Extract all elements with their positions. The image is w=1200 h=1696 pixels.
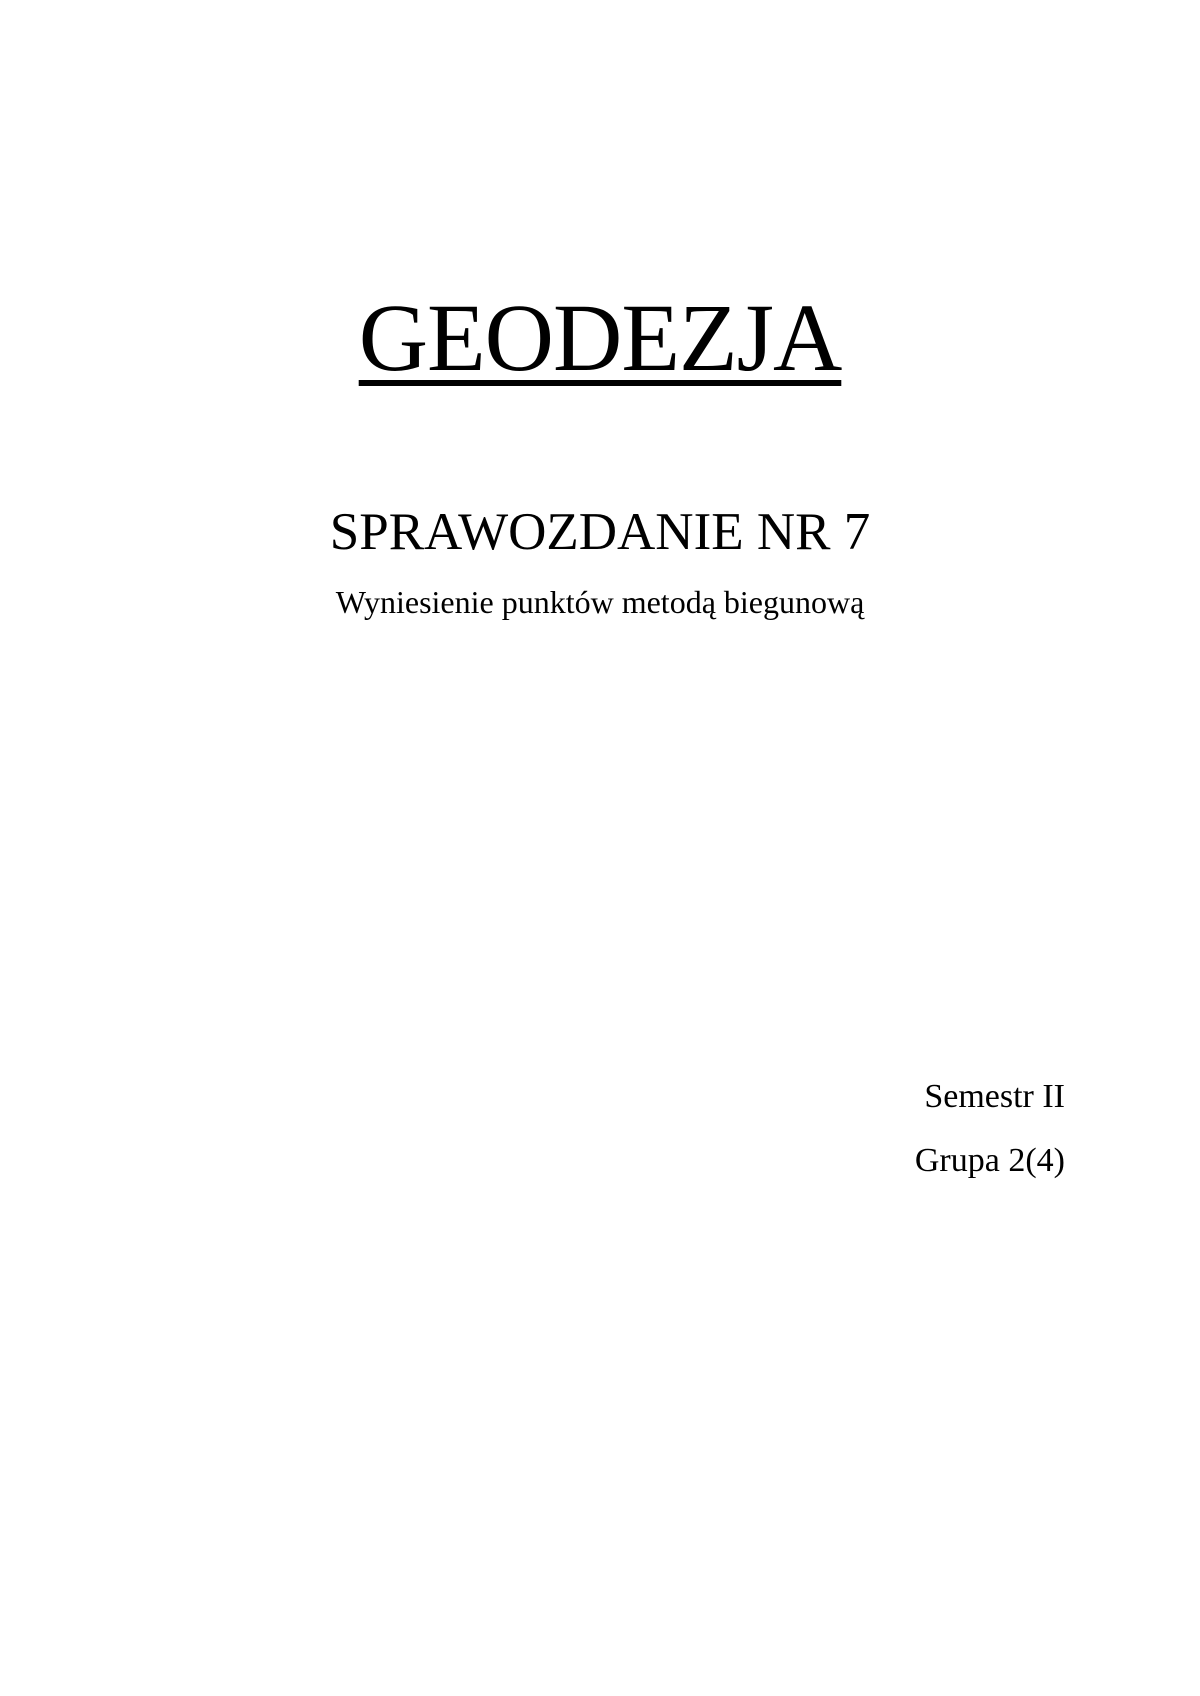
- report-meta: [915, 1065, 1065, 1193]
- document-title: GEODEZJA: [358, 284, 842, 391]
- semester-label: Semestr II: [924, 1078, 1065, 1115]
- group-label: Grupa 2(4): [914, 1142, 1065, 1179]
- report-number: SPRAWOZDANIE NR 7: [329, 503, 871, 561]
- report-topic: Wyniesienie punktów metodą biegunową: [335, 584, 865, 620]
